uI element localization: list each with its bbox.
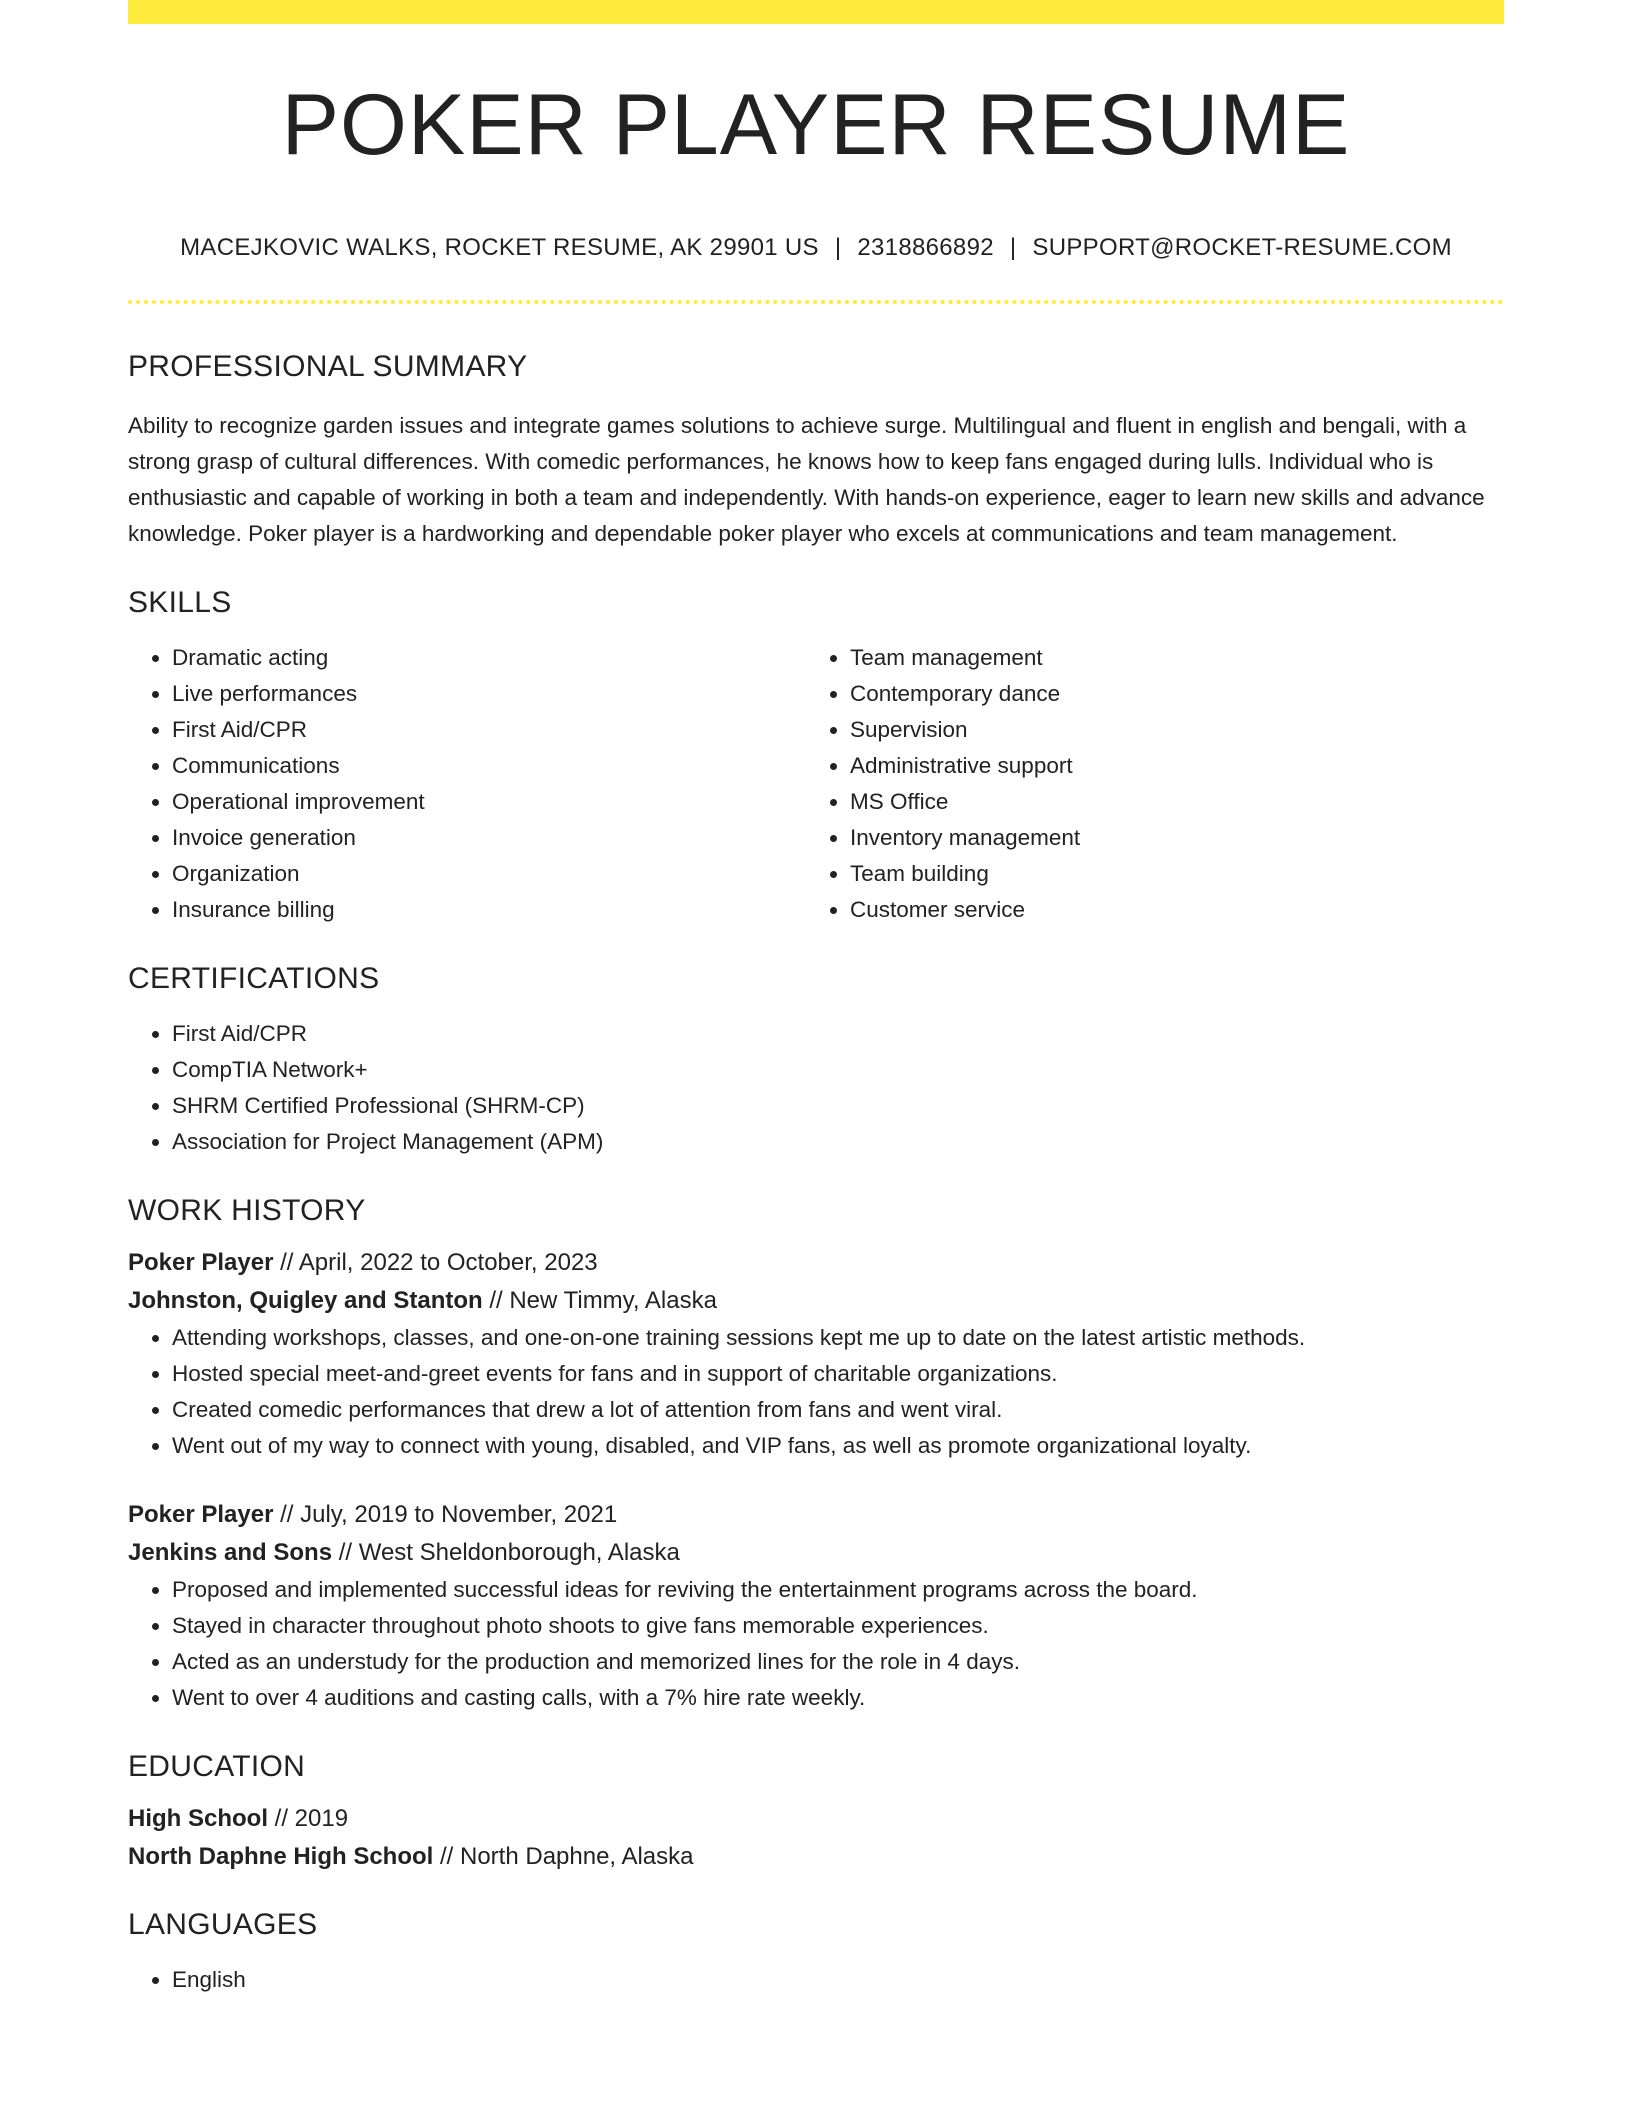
job-bullets: [128, 1572, 1504, 1716]
list-item: • Acted as an understudy for the production and memorized lines for the role in 4 days.: [172, 1644, 1504, 1680]
skills-column-left: [128, 640, 806, 928]
job-dates: // April, 2022 to October, 2023: [273, 1249, 598, 1276]
resume-title: POKER PLAYER RESUME: [281, 77, 1351, 173]
job-location: // New Timmy, Alaska: [482, 1287, 717, 1314]
list-item: • Organization: [172, 856, 806, 892]
email: SUPPORT@ROCKET-RESUME.COM: [1032, 234, 1452, 261]
work-history-heading: WORK HISTORY: [128, 1194, 366, 1227]
list-item: • Hosted special meet-and-greet events for fans and in support of charitable organizations.: [172, 1356, 1504, 1392]
list-item: • Inventory management: [850, 820, 1484, 856]
list-item: • Insurance billing: [172, 892, 806, 928]
skills-heading: SKILLS: [128, 586, 232, 619]
contact-separator: |: [834, 234, 842, 261]
education-entry: [128, 1800, 1504, 1876]
list-item: • Proposed and implemented successful ideas for reviving the entertainment programs across the board.: [172, 1572, 1504, 1608]
list-item: • Team management: [850, 640, 1484, 676]
dotted-divider: [128, 300, 1504, 304]
list-item: • Contemporary dance: [850, 676, 1484, 712]
job-title: Poker Player: [128, 1501, 274, 1528]
accent-top-bar: [128, 0, 1504, 24]
list-item: • First Aid/CPR: [172, 712, 806, 748]
graduation-year: // 2019: [268, 1805, 349, 1832]
degree: High School: [128, 1805, 268, 1832]
skills-grid: [128, 640, 1504, 928]
school-location: // North Daphne, Alaska: [433, 1843, 694, 1870]
summary-heading: PROFESSIONAL SUMMARY: [128, 350, 528, 383]
list-item: • Dramatic acting: [172, 640, 806, 676]
languages-heading: LANGUAGES: [128, 1908, 318, 1941]
list-item: • Supervision: [850, 712, 1484, 748]
list-item: • Live performances: [172, 676, 806, 712]
degree-line: [128, 1800, 1504, 1838]
languages-list: [128, 1962, 1504, 1998]
education-heading: EDUCATION: [128, 1750, 306, 1783]
list-item: • English: [172, 1962, 1504, 1998]
job-company: Johnston, Quigley and Stanton: [128, 1287, 483, 1314]
phone: 2318866892: [857, 234, 994, 261]
job-company-line: [128, 1282, 1504, 1320]
address: MACEJKOVIC WALKS, ROCKET RESUME, AK 29901 US: [180, 234, 819, 261]
skills-list-left: [128, 640, 806, 928]
skills-column-right: [806, 640, 1484, 928]
list-item: • Created comedic performances that drew a lot of attention from fans and went viral.: [172, 1392, 1504, 1428]
certifications-list: [128, 1016, 1504, 1160]
job-title-line: [128, 1244, 1504, 1282]
job-company: Jenkins and Sons: [128, 1539, 333, 1566]
summary-text: Ability to recognize garden issues and integrate games solutions to achieve surge. Multilingual and fluent in english and bengali, with a strong grasp of cultural differences. With comedic performances, he knows how to keep fans engaged during lulls. Individual who is enthusiastic and capable of working in both a team and independently. With hands-on experience, eager to learn new skills and advance knowledge. Poker player is a hardworking and dependable poker player who excels at communications and team management.: [128, 413, 1485, 546]
list-item: • Administrative support: [850, 748, 1484, 784]
list-item: • SHRM Certified Professional (SHRM-CP): [172, 1088, 1504, 1124]
resume-page: [128, 0, 1504, 1998]
list-item: • Operational improvement: [172, 784, 806, 820]
job-entry: [128, 1496, 1504, 1716]
list-item: • Association for Project Management (APM): [172, 1124, 1504, 1160]
contact-line: [128, 236, 1504, 260]
list-item: • Went out of my way to connect with young, disabled, and VIP fans, as well as promote organizational loyalty.: [172, 1428, 1504, 1464]
list-item: • Communications: [172, 748, 806, 784]
list-item: • Stayed in character throughout photo shoots to give fans memorable experiences.: [172, 1608, 1504, 1644]
school-name: North Daphne High School: [128, 1843, 434, 1870]
list-item: • First Aid/CPR: [172, 1016, 1504, 1052]
list-item: • Attending workshops, classes, and one-on-one training sessions kept me up to date on the latest artistic methods.: [172, 1320, 1504, 1356]
list-item: • Customer service: [850, 892, 1484, 928]
list-item: • Invoice generation: [172, 820, 806, 856]
job-title: Poker Player: [128, 1249, 274, 1276]
certifications-heading: CERTIFICATIONS: [128, 962, 380, 995]
job-dates: // July, 2019 to November, 2021: [273, 1501, 618, 1528]
contact-separator: |: [1009, 234, 1017, 261]
list-item: • Team building: [850, 856, 1484, 892]
job-entry: [128, 1244, 1504, 1464]
list-item: • MS Office: [850, 784, 1484, 820]
job-title-line: [128, 1496, 1504, 1534]
skills-list-right: [806, 640, 1484, 928]
job-company-line: [128, 1534, 1504, 1572]
list-item: • Went to over 4 auditions and casting calls, with a 7% hire rate weekly.: [172, 1680, 1504, 1716]
school-line: [128, 1838, 1504, 1876]
list-item: • CompTIA Network+: [172, 1052, 1504, 1088]
job-location: // West Sheldonborough, Alaska: [332, 1539, 680, 1566]
job-bullets: [128, 1320, 1504, 1464]
